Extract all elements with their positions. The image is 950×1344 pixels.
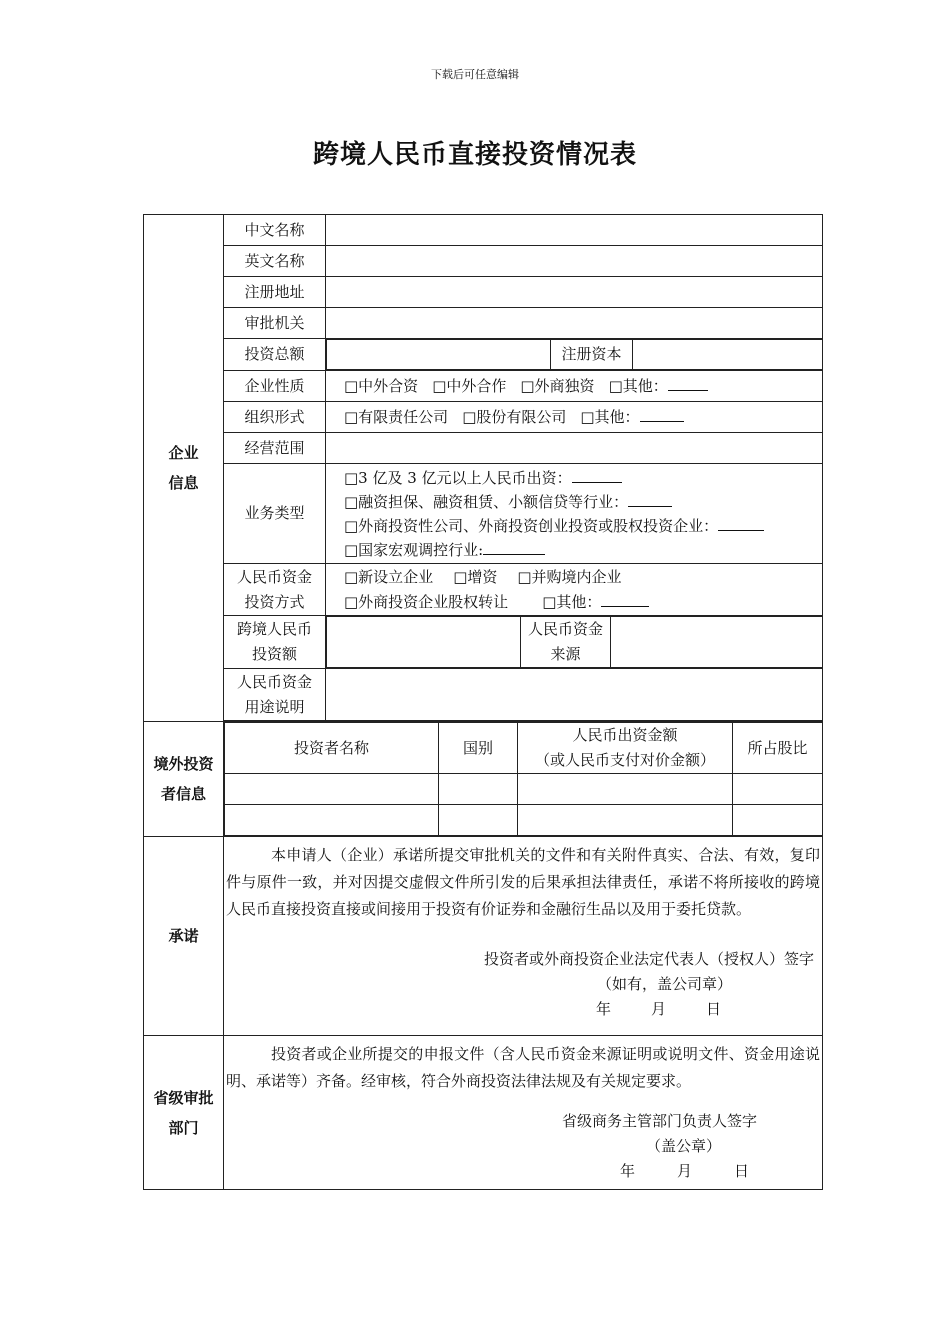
checkbox-business-macro-control[interactable]: □国家宏观调控行业: [344, 540, 484, 559]
label-fund-usage-line1: 人民币资金 [236, 672, 312, 691]
section-approval [144, 1036, 224, 1190]
blank-org-other[interactable] [640, 407, 684, 422]
date-month: 月 [651, 1000, 667, 1018]
investor-table [224, 722, 822, 836]
cell-country[interactable] [439, 774, 518, 805]
cell-ratio[interactable] [733, 774, 823, 805]
checkbox-sino-foreign-equity[interactable]: □中外合资 [344, 376, 419, 395]
section-approval-line2: 部门 [168, 1118, 199, 1137]
blank-nature-other[interactable] [668, 376, 708, 391]
checkbox-business-investment-co[interactable]: □外商投资性公司、外商投资创业投资或股权投资企业： [344, 516, 719, 535]
date-day: 日 [706, 1000, 722, 1018]
date-year: 年 [620, 1162, 636, 1180]
page-title: 跨境人民币直接投资情况表 [312, 140, 637, 170]
field-en-name[interactable] [326, 246, 823, 277]
header-amount-line2: （或人民币支付对价金额） [534, 751, 715, 769]
label-invest-method-line1: 人民币资金 [236, 567, 312, 586]
label-invest-method-line2: 投资方式 [244, 592, 305, 611]
label-cn-name: 中文名称 [224, 215, 326, 246]
label-en-name: 英文名称 [224, 246, 326, 277]
checkbox-method-other[interactable]: □其他： [542, 592, 602, 611]
label-fund-source-line1: 人民币资金 [527, 620, 603, 638]
checkbox-business-300m[interactable]: □3 亿及 3 亿元以上人民币出资： [344, 468, 572, 487]
header-amount-line1: 人民币出资金额 [572, 726, 678, 744]
checkbox-equity-transfer[interactable]: □外商投资企业股权转让 [344, 592, 509, 611]
field-authority[interactable] [326, 308, 823, 339]
label-cross-amount [224, 616, 326, 669]
checkbox-org-other[interactable]: □其他： [580, 407, 640, 426]
cell-amount[interactable] [518, 774, 733, 805]
approval-text: 投资者或企业所提交的申报文件（含人民币资金来源证明或说明文件、资金用途说明、承诺等）齐备。经审核，符合外商投资法律法规及有关规定要求。 [226, 1045, 820, 1090]
section-enterprise-info [144, 215, 224, 722]
checkbox-new-enterprise[interactable]: □新设立企业 [344, 567, 434, 586]
date-year: 年 [596, 1000, 612, 1018]
field-cross-amount[interactable] [327, 617, 521, 668]
cell-investor-name[interactable] [225, 774, 439, 805]
checkbox-wholly-foreign[interactable]: □外商独资 [520, 376, 595, 395]
section-investor-line1: 境外投资 [153, 755, 214, 773]
promise-sign-line: 投资者或外商投资企业法定代表人（授权人）签字 [483, 950, 814, 968]
cell-amount[interactable] [518, 805, 733, 836]
label-invest-method [224, 564, 326, 616]
label-cross-amount-line2: 投资额 [251, 645, 297, 663]
cell-ratio[interactable] [733, 805, 823, 836]
section-promise: 承诺 [144, 837, 224, 1036]
blank-business-financing[interactable] [628, 492, 672, 507]
blank-business-macro-control[interactable] [483, 540, 545, 555]
blank-method-other[interactable] [601, 592, 649, 607]
field-fund-usage[interactable] [326, 669, 823, 721]
row-amount-source [326, 616, 823, 669]
field-total-investment[interactable] [327, 340, 551, 370]
row-investment-capital [326, 339, 823, 371]
cell-country[interactable] [439, 805, 518, 836]
checkbox-merger[interactable]: □并购境内企业 [517, 567, 622, 586]
date-month: 月 [677, 1162, 693, 1180]
promise-text: 本申请人（企业）承诺所提交审批机关的文件和有关附件真实、合法、有效，复印件与原件一致，并对因提交虚假文件所引发的后果承担法律责任，承诺不将所接收的跨境人民币直接投资直接或间接用于投资有价证券和金融衍生品以及用于委托贷款。 [226, 846, 820, 918]
checkbox-nature-other[interactable]: □其他： [608, 376, 668, 395]
checkbox-business-financing[interactable]: □融资担保、融资租赁、小额信贷等行业： [344, 492, 629, 511]
section-approval-line1: 省级审批 [153, 1088, 214, 1107]
label-business-type: 业务类型 [224, 464, 326, 564]
table-row [225, 774, 823, 805]
checkbox-limited-liability[interactable]: □有限责任公司 [344, 407, 449, 426]
approval-content [224, 1036, 823, 1190]
label-fund-usage-line2: 用途说明 [244, 697, 305, 716]
label-scope: 经营范围 [224, 433, 326, 464]
promise-date [226, 997, 820, 1022]
blank-business-investment-co[interactable] [718, 516, 764, 531]
header-investor-name: 投资者名称 [225, 723, 439, 774]
org-options [326, 402, 823, 433]
promise-content [224, 837, 823, 1036]
label-fund-usage [224, 669, 326, 721]
investor-table-cell [224, 722, 823, 837]
nature-options [326, 371, 823, 402]
field-fund-source[interactable] [611, 617, 823, 668]
label-nature: 企业性质 [224, 371, 326, 402]
cell-investor-name[interactable] [225, 805, 439, 836]
approval-sign-line: 省级商务主管部门负责人签字 [562, 1112, 758, 1130]
section-enterprise-line2: 信息 [168, 474, 199, 492]
label-cross-amount-line1: 跨境人民币 [236, 620, 312, 638]
label-org-form: 组织形式 [224, 402, 326, 433]
header-ratio: 所占股比 [733, 723, 823, 774]
field-address[interactable] [326, 277, 823, 308]
header-note: 下载后可任意编辑 [431, 68, 519, 81]
approval-seal-note: （盖公章） [646, 1137, 722, 1155]
business-options [326, 464, 823, 564]
header-amount [518, 723, 733, 774]
label-fund-source [521, 617, 611, 668]
blank-business-300m[interactable] [572, 468, 622, 483]
date-day: 日 [734, 1162, 750, 1180]
checkbox-capital-increase[interactable]: □增资 [453, 567, 498, 586]
checkbox-sino-foreign-coop[interactable]: □中外合作 [432, 376, 507, 395]
section-investor-line2: 者信息 [160, 785, 206, 803]
label-authority: 审批机关 [224, 308, 326, 339]
field-registered-capital[interactable] [633, 340, 823, 370]
field-scope[interactable] [326, 433, 823, 464]
label-address: 注册地址 [224, 277, 326, 308]
method-options [326, 564, 823, 616]
label-total-investment: 投资总额 [224, 339, 326, 371]
promise-seal-note: （如有，盖公司章） [596, 975, 732, 993]
label-fund-source-line2: 来源 [550, 645, 581, 663]
field-cn-name[interactable] [326, 215, 823, 246]
header-country: 国别 [439, 723, 518, 774]
section-enterprise-line1: 企业 [168, 444, 199, 462]
checkbox-joint-stock[interactable]: □股份有限公司 [462, 407, 567, 426]
investment-form-table [143, 214, 823, 1190]
approval-date [226, 1159, 820, 1184]
section-investor-info [144, 722, 224, 837]
label-registered-capital: 注册资本 [551, 340, 633, 370]
table-row [225, 805, 823, 836]
